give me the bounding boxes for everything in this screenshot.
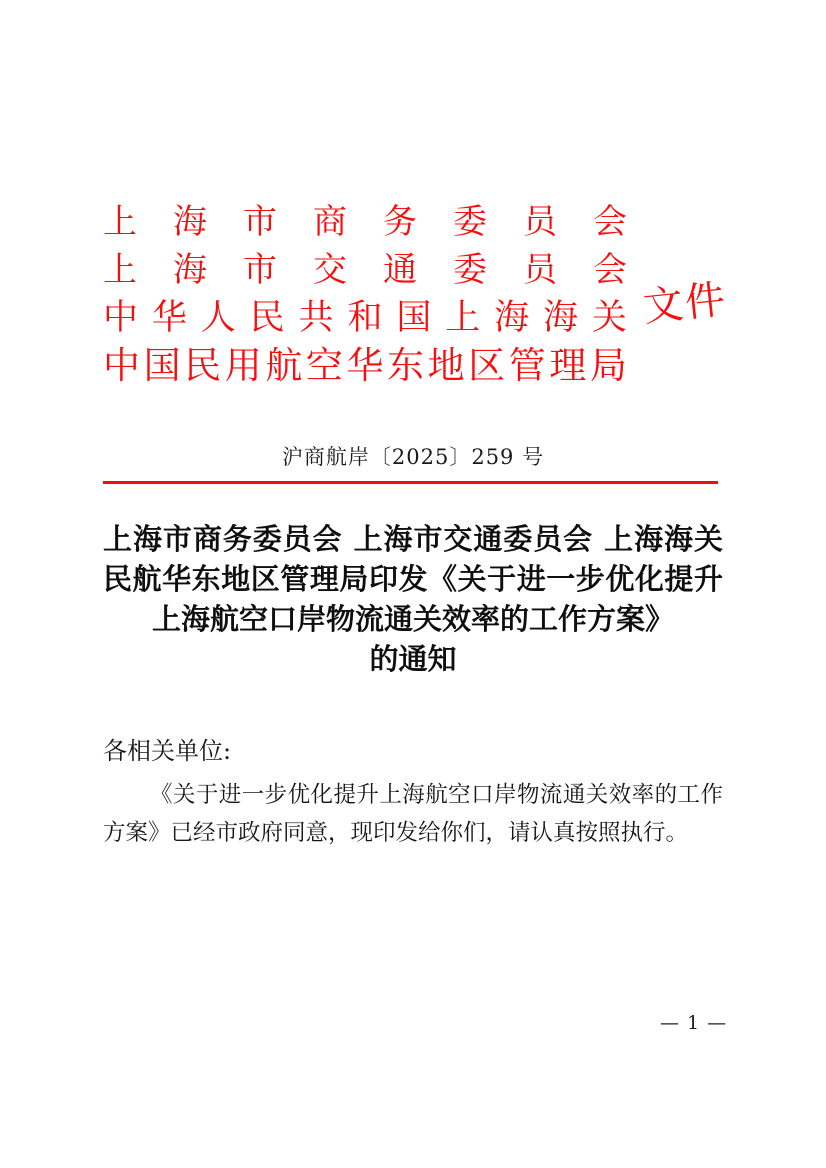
letterhead [103, 198, 627, 390]
paragraph-line-1: 《关于进一步优化提升上海航空口岸物流通关效率的工作 [150, 782, 723, 808]
issuer-line-caac-east-china: 中 国 民 用 航 空 华 东 地 区 管 理 局 [103, 344, 627, 387]
issuer-line-commerce-commission: 上 海 市 商 务 委 员 会 [103, 202, 627, 242]
issuer-line-shanghai-customs: 中 华 人 民 共 和 国 上 海 海 关 [103, 298, 627, 338]
page-number: — 1 — [660, 1012, 728, 1034]
doc-type-label: 文件 [640, 276, 730, 332]
red-divider [103, 481, 718, 484]
doc-number: 沪商航岸〔2025〕259 号 [281, 445, 545, 469]
title-line-3: 上海航空口岸物流通关效率的工作方案》 [151, 602, 674, 636]
document-body [103, 736, 723, 848]
title-line-2: 民航华东地区管理局印发《关于进一步优化提升 [103, 562, 723, 596]
paragraph-line-2: 方案》已经市政府同意，现印发给你们，请认真按照执行。 [103, 820, 689, 846]
title-line-4: 的通知 [369, 642, 457, 676]
document-title [103, 519, 723, 679]
salutation: 各相关单位: [103, 737, 232, 765]
issuer-line-transport-commission: 上 海 市 交 通 委 员 会 [103, 250, 627, 290]
title-line-1: 上海市商务委员会 上海市交通委员会 上海海关 [103, 522, 723, 556]
